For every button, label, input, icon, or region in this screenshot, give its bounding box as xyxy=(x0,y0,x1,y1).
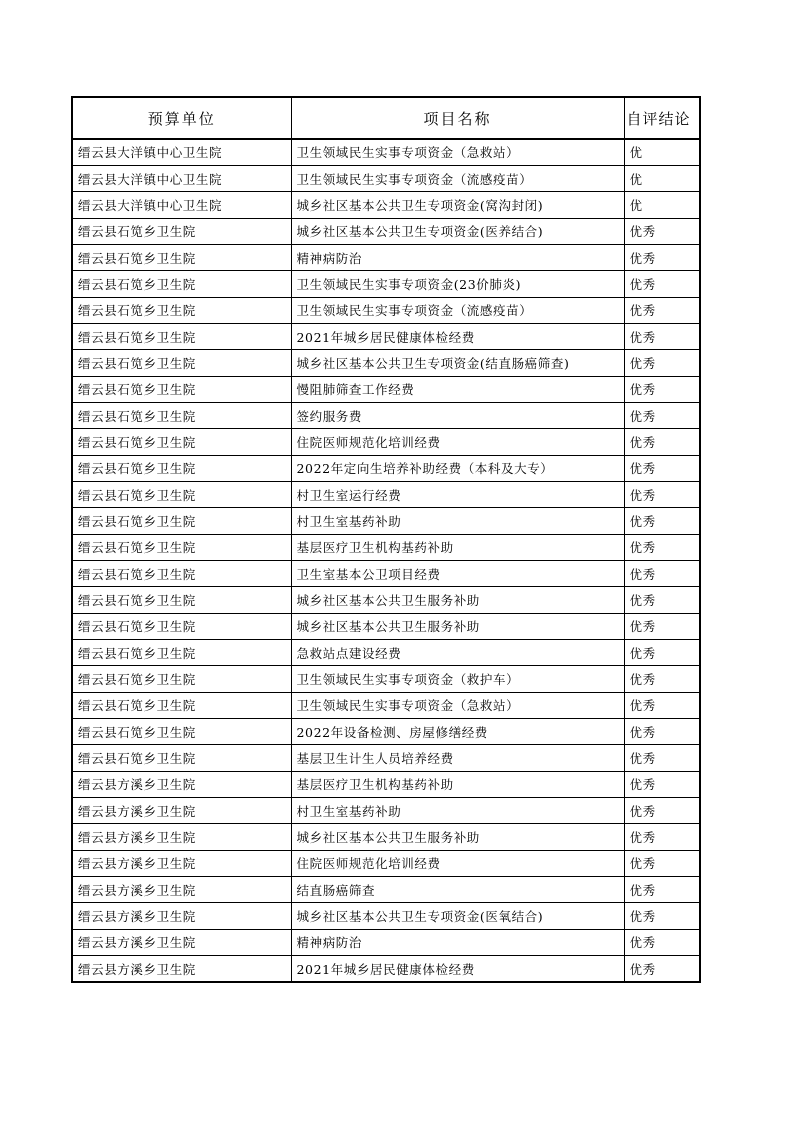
self-evaluation-cell: 优秀 xyxy=(624,956,700,982)
evaluation-table xyxy=(71,96,701,983)
self-evaluation-cell: 优秀 xyxy=(624,508,700,534)
self-evaluation-cell: 优秀 xyxy=(624,323,700,349)
table-row xyxy=(72,139,700,165)
table-row xyxy=(72,903,700,929)
project-name-cell: 基层卫生计生人员培养经费 xyxy=(291,745,624,771)
budget-unit-cell: 缙云县大洋镇中心卫生院 xyxy=(72,165,291,191)
project-name-cell: 住院医师规范化培训经费 xyxy=(291,850,624,876)
project-name-cell: 城乡社区基本公共卫生服务补助 xyxy=(291,587,624,613)
table-row xyxy=(72,929,700,955)
self-evaluation-cell: 优 xyxy=(624,192,700,218)
budget-unit-cell: 缙云县方溪乡卫生院 xyxy=(72,903,291,929)
project-name-cell: 签约服务费 xyxy=(291,402,624,428)
self-evaluation-cell: 优秀 xyxy=(624,587,700,613)
header-project-name: 项目名称 xyxy=(291,97,624,139)
project-name-cell: 卫生领域民生实事专项资金（急救站） xyxy=(291,692,624,718)
self-evaluation-cell: 优秀 xyxy=(624,350,700,376)
self-evaluation-cell: 优秀 xyxy=(624,481,700,507)
budget-unit-cell: 缙云县石笕乡卫生院 xyxy=(72,218,291,244)
table-row xyxy=(72,613,700,639)
self-evaluation-cell: 优秀 xyxy=(624,297,700,323)
self-evaluation-cell: 优 xyxy=(624,165,700,191)
table-row xyxy=(72,455,700,481)
table-row xyxy=(72,508,700,534)
self-evaluation-cell: 优秀 xyxy=(624,534,700,560)
project-name-cell: 卫生领域民生实事专项资金（流感疫苗） xyxy=(291,165,624,191)
table-row xyxy=(72,640,700,666)
table-row xyxy=(72,534,700,560)
self-evaluation-cell: 优秀 xyxy=(624,850,700,876)
project-name-cell: 精神病防治 xyxy=(291,929,624,955)
table-header-row xyxy=(72,97,700,139)
table-row xyxy=(72,824,700,850)
project-name-cell: 2021年城乡居民健康体检经费 xyxy=(291,323,624,349)
self-evaluation-cell: 优秀 xyxy=(624,244,700,270)
self-evaluation-cell: 优秀 xyxy=(624,429,700,455)
table-row xyxy=(72,771,700,797)
self-evaluation-cell: 优秀 xyxy=(624,561,700,587)
project-name-cell: 精神病防治 xyxy=(291,244,624,270)
project-name-cell: 城乡社区基本公共卫生专项资金(医氧结合) xyxy=(291,903,624,929)
budget-unit-cell: 缙云县石笕乡卫生院 xyxy=(72,271,291,297)
table-row xyxy=(72,244,700,270)
table-row xyxy=(72,719,700,745)
budget-unit-cell: 缙云县石笕乡卫生院 xyxy=(72,692,291,718)
budget-unit-cell: 缙云县石笕乡卫生院 xyxy=(72,666,291,692)
budget-unit-cell: 缙云县石笕乡卫生院 xyxy=(72,323,291,349)
header-budget-unit: 预算单位 xyxy=(72,97,291,139)
project-name-cell: 城乡社区基本公共卫生专项资金(窝沟封闭) xyxy=(291,192,624,218)
budget-unit-cell: 缙云县石笕乡卫生院 xyxy=(72,561,291,587)
budget-unit-cell: 缙云县石笕乡卫生院 xyxy=(72,534,291,560)
project-name-cell: 卫生领域民生实事专项资金（急救站） xyxy=(291,139,624,165)
budget-unit-cell: 缙云县石笕乡卫生院 xyxy=(72,719,291,745)
self-evaluation-cell: 优秀 xyxy=(624,877,700,903)
self-evaluation-cell: 优秀 xyxy=(624,903,700,929)
table-row xyxy=(72,323,700,349)
budget-unit-cell: 缙云县石笕乡卫生院 xyxy=(72,587,291,613)
self-evaluation-cell: 优秀 xyxy=(624,745,700,771)
budget-unit-cell: 缙云县方溪乡卫生院 xyxy=(72,798,291,824)
budget-unit-cell: 缙云县方溪乡卫生院 xyxy=(72,771,291,797)
project-name-cell: 卫生领域民生实事专项资金（救护车） xyxy=(291,666,624,692)
evaluation-table-container xyxy=(71,96,699,983)
self-evaluation-cell: 优秀 xyxy=(624,402,700,428)
table-row xyxy=(72,481,700,507)
budget-unit-cell: 缙云县石笕乡卫生院 xyxy=(72,402,291,428)
budget-unit-cell: 缙云县方溪乡卫生院 xyxy=(72,877,291,903)
project-name-cell: 2022年设备检测、房屋修缮经费 xyxy=(291,719,624,745)
project-name-cell: 卫生室基本公卫项目经费 xyxy=(291,561,624,587)
self-evaluation-cell: 优秀 xyxy=(624,613,700,639)
table-row xyxy=(72,218,700,244)
project-name-cell: 村卫生室运行经费 xyxy=(291,481,624,507)
project-name-cell: 急救站点建设经费 xyxy=(291,640,624,666)
self-evaluation-cell: 优秀 xyxy=(624,218,700,244)
project-name-cell: 城乡社区基本公共卫生专项资金(结直肠癌筛查) xyxy=(291,350,624,376)
project-name-cell: 卫生领域民生实事专项资金（流感疫苗） xyxy=(291,297,624,323)
budget-unit-cell: 缙云县大洋镇中心卫生院 xyxy=(72,192,291,218)
table-row xyxy=(72,692,700,718)
table-row xyxy=(72,271,700,297)
budget-unit-cell: 缙云县石笕乡卫生院 xyxy=(72,297,291,323)
table-row xyxy=(72,850,700,876)
table-row xyxy=(72,350,700,376)
project-name-cell: 2022年定向生培养补助经费（本科及大专） xyxy=(291,455,624,481)
budget-unit-cell: 缙云县石笕乡卫生院 xyxy=(72,745,291,771)
project-name-cell: 卫生领域民生实事专项资金(23价肺炎) xyxy=(291,271,624,297)
budget-unit-cell: 缙云县石笕乡卫生院 xyxy=(72,481,291,507)
header-self-evaluation: 自评结论 xyxy=(624,97,700,139)
budget-unit-cell: 缙云县方溪乡卫生院 xyxy=(72,929,291,955)
project-name-cell: 慢阻肺筛查工作经费 xyxy=(291,376,624,402)
table-row xyxy=(72,956,700,982)
self-evaluation-cell: 优秀 xyxy=(624,824,700,850)
self-evaluation-cell: 优秀 xyxy=(624,640,700,666)
project-name-cell: 城乡社区基本公共卫生服务补助 xyxy=(291,613,624,639)
self-evaluation-cell: 优秀 xyxy=(624,376,700,402)
budget-unit-cell: 缙云县方溪乡卫生院 xyxy=(72,850,291,876)
table-row xyxy=(72,429,700,455)
self-evaluation-cell: 优秀 xyxy=(624,798,700,824)
budget-unit-cell: 缙云县石笕乡卫生院 xyxy=(72,350,291,376)
table-row xyxy=(72,561,700,587)
project-name-cell: 城乡社区基本公共卫生服务补助 xyxy=(291,824,624,850)
budget-unit-cell: 缙云县石笕乡卫生院 xyxy=(72,429,291,455)
table-row xyxy=(72,192,700,218)
project-name-cell: 城乡社区基本公共卫生专项资金(医养结合) xyxy=(291,218,624,244)
self-evaluation-cell: 优 xyxy=(624,139,700,165)
self-evaluation-cell: 优秀 xyxy=(624,455,700,481)
table-body xyxy=(72,139,700,982)
budget-unit-cell: 缙云县石笕乡卫生院 xyxy=(72,244,291,270)
project-name-cell: 结直肠癌筛查 xyxy=(291,877,624,903)
table-row xyxy=(72,297,700,323)
project-name-cell: 2021年城乡居民健康体检经费 xyxy=(291,956,624,982)
self-evaluation-cell: 优秀 xyxy=(624,666,700,692)
budget-unit-cell: 缙云县石笕乡卫生院 xyxy=(72,376,291,402)
budget-unit-cell: 缙云县石笕乡卫生院 xyxy=(72,508,291,534)
table-row xyxy=(72,745,700,771)
project-name-cell: 村卫生室基药补助 xyxy=(291,798,624,824)
budget-unit-cell: 缙云县石笕乡卫生院 xyxy=(72,640,291,666)
project-name-cell: 基层医疗卫生机构基药补助 xyxy=(291,534,624,560)
table-row xyxy=(72,877,700,903)
self-evaluation-cell: 优秀 xyxy=(624,271,700,297)
project-name-cell: 基层医疗卫生机构基药补助 xyxy=(291,771,624,797)
self-evaluation-cell: 优秀 xyxy=(624,771,700,797)
budget-unit-cell: 缙云县方溪乡卫生院 xyxy=(72,824,291,850)
table-row xyxy=(72,376,700,402)
table-row xyxy=(72,402,700,428)
self-evaluation-cell: 优秀 xyxy=(624,929,700,955)
table-row xyxy=(72,666,700,692)
table-row xyxy=(72,587,700,613)
budget-unit-cell: 缙云县石笕乡卫生院 xyxy=(72,455,291,481)
self-evaluation-cell: 优秀 xyxy=(624,719,700,745)
table-row xyxy=(72,798,700,824)
project-name-cell: 住院医师规范化培训经费 xyxy=(291,429,624,455)
project-name-cell: 村卫生室基药补助 xyxy=(291,508,624,534)
table-row xyxy=(72,165,700,191)
budget-unit-cell: 缙云县石笕乡卫生院 xyxy=(72,613,291,639)
self-evaluation-cell: 优秀 xyxy=(624,692,700,718)
budget-unit-cell: 缙云县大洋镇中心卫生院 xyxy=(72,139,291,165)
budget-unit-cell: 缙云县方溪乡卫生院 xyxy=(72,956,291,982)
